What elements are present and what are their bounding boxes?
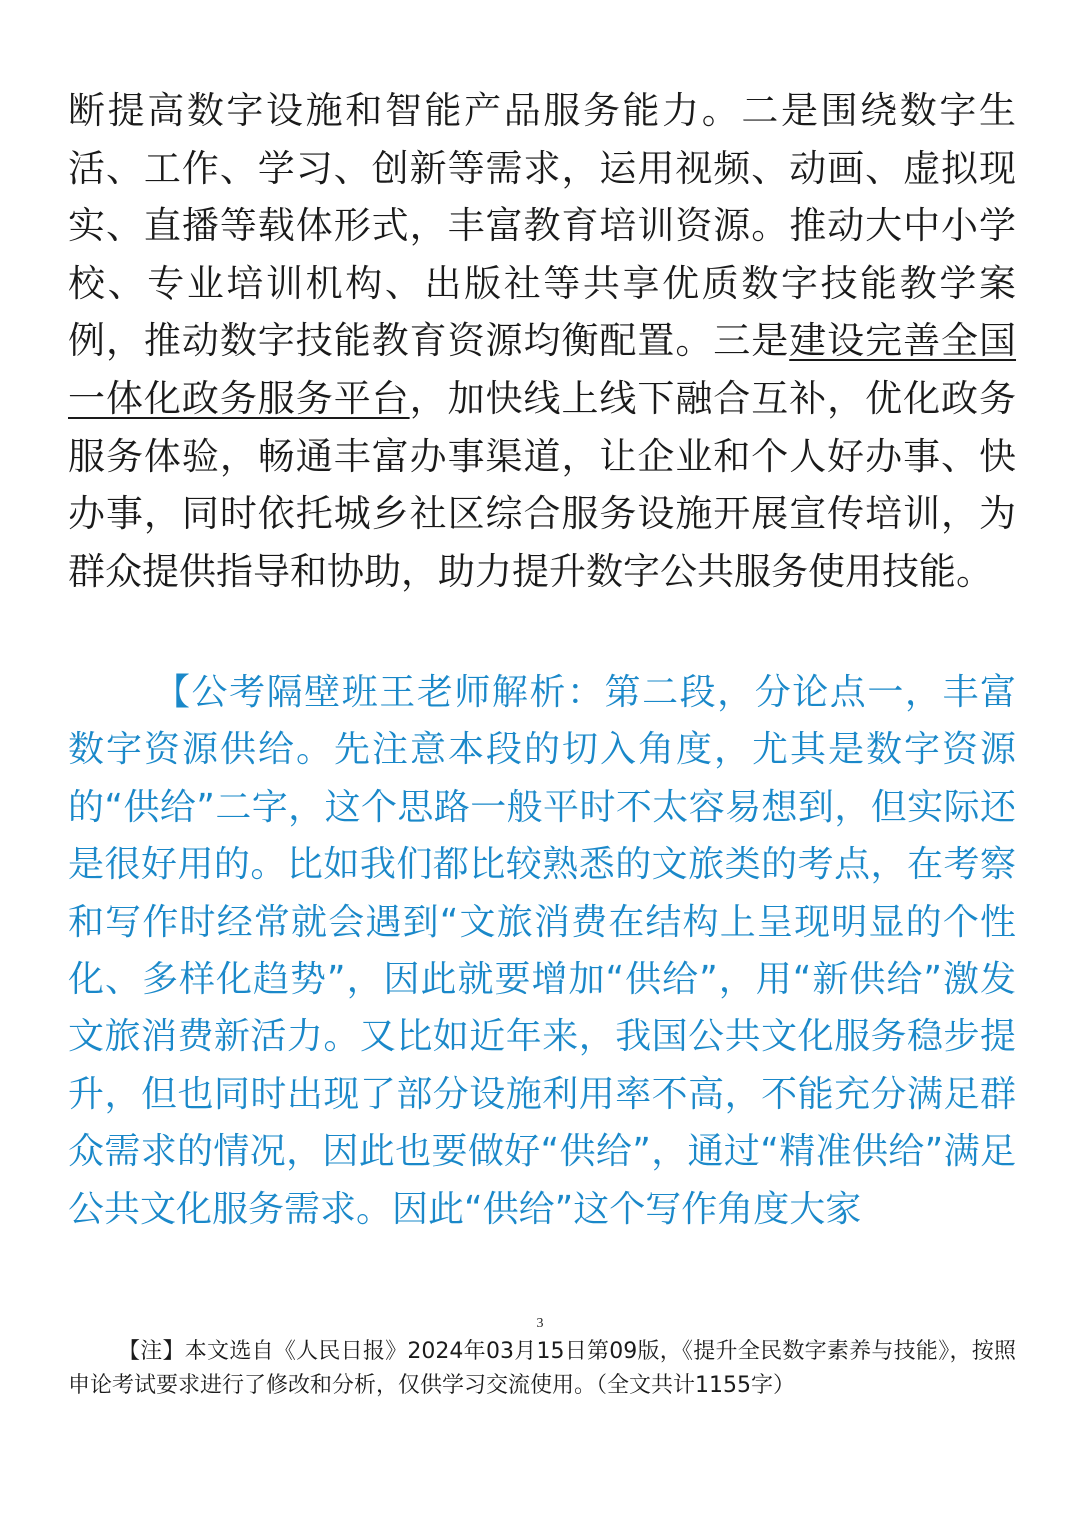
analysis-paragraph: 【公考隔壁班王老师解析：第二段，分论点一，丰富数字资源供给。先注意本段的切入角度，尤其是数字资源的“供给”二字，这个思路一般平时不太容易想到，但实际还是很好用的。比如我们都比较熟悉的文旅类的考点，在考察和写作时经常就会遇到“文旅消费在结构上呈现明显的个性化、多样化趋势”，因此就要增加“供给”，用“新供给”激发文旅消费新活力。又比如近年来，我国公共文化服务稳步提升，但也同时出现了部分设施利用率不高，不能充分满足群众需求的情况，因此也要做好“供给”，通过“精准供给”满足公共文化服务需求。因此“供给”这个写作角度大家 bbox=[68, 672, 1016, 1230]
body-underlined-phrase: 建设完善全国一体化政务服务平台 bbox=[68, 319, 1017, 420]
body-text-lead: 断提高数字设施和智能产品服务能力。二是围绕数字生活、工作、学习、创新等需求，运用视频、动画、虚拟现实、直播等载体形式，丰富教育培训资源。推动大中小学校、专业培训机构、出版社等共享优质数字技能教学案例，推动数字技能教育资源均衡配置。三是 bbox=[68, 89, 1016, 363]
footnote: 【注】本文选自《人民日报》2024年03月15日第09版，《提升全民数字素养与技能》，按照申论考试要求进行了修改和分析，仅供学习交流使用。（全文共计1155字） bbox=[68, 1339, 1016, 1398]
body-text-tail: ，加快线上线下融合互补，优化政务服务体验，畅通丰富办事渠道，让企业和个人好办事、快办事，同时依托城乡社区综合服务设施开展宣传培训，为群众提供指导和协助，助力提升数字公共服务使用技能。 bbox=[68, 376, 1016, 593]
body-paragraph bbox=[68, 82, 1016, 600]
page-number: 3 bbox=[536, 1316, 544, 1331]
